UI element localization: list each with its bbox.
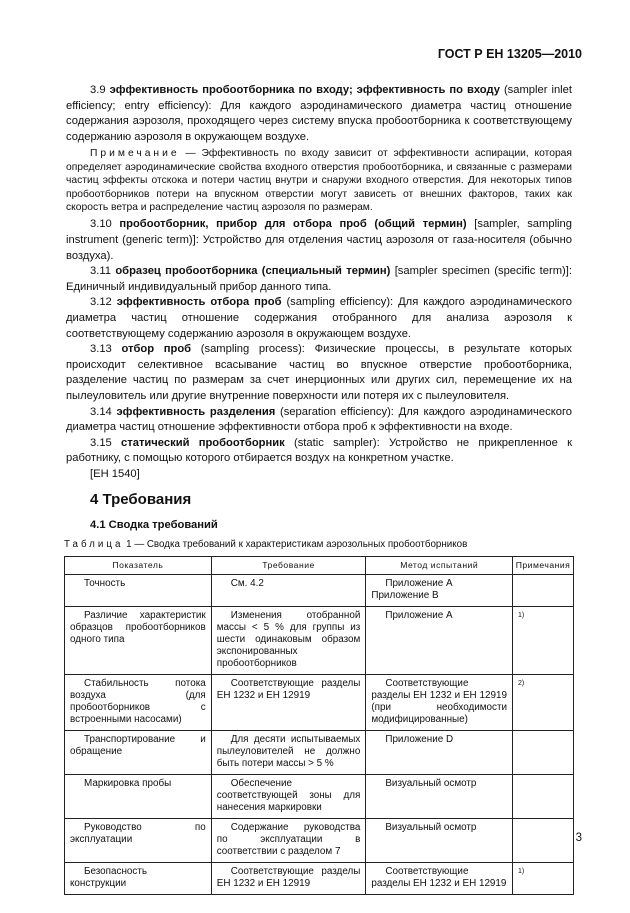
- definition-3-14: 3.14 эффективность разделения (separation efficiency): Для каждого аэродинамического диаметра частиц отношение эффективности отбора проб к эффективности на входе.: [66, 405, 573, 434]
- definition-3-15: 3.15 статический пробоотборник (static sampler): Устройство не прикрепленное к работнику, с помощью которого отбирается воздух на конкретном участке.: [66, 436, 572, 465]
- table-row: [65, 606, 574, 674]
- table-cell: Приложение А Приложение В: [366, 574, 513, 606]
- table-cell: Приложение А: [366, 606, 513, 674]
- definition-3-10: 3.10 пробоотборник, прибор для отбора проб (общий термин) [sampler, sampling instrument (generic term)]: Устройство для отделения частиц аэрозоля от газа-носителя (обычно воздуха).: [66, 218, 572, 262]
- table-cell: [513, 774, 574, 818]
- definition-3-9: 3.9 эффективность пробоотборника по входу; эффективность по входу (sampler inlet efficiency; entry efficiency): Для каждого аэродинамического диаметра частиц отношение содержания аэрозоля, проходящего через систему впуска пробоотборника к соответствующему содержанию аэрозоля в окружающем воздухе.: [66, 84, 572, 143]
- table-cell: Соответствующие разделы ЕН 1232 и ЕН 12919: [366, 862, 513, 894]
- table-row: [65, 774, 574, 818]
- subsection-heading: 4.1 Сводка требований: [90, 518, 218, 531]
- table-cell: Изменения отобранной массы < 5 % для группы из шести одинаковым образом экспонированных пробоотборников: [211, 606, 366, 674]
- table-row: [65, 674, 574, 730]
- table-cell: Визуальный осмотр: [366, 774, 513, 818]
- column-header: Метод испытаний: [366, 556, 513, 574]
- table-cell: Соответствующие разделы ЕН 1232 и ЕН 12919: [211, 862, 366, 894]
- document-id: ГОСТ Р ЕН 13205—2010: [437, 47, 582, 61]
- table-cell: Для десяти испытываемых пылеуловителей не должно быть потери массы > 5 %: [211, 730, 366, 774]
- note: Примечание — Эффективность по входу зависит от эффективности аспирации, которая определяет аэродинамические свойства входного отверстия пробоотборника, и связанные с размерами частиц эффекты отскока и потери частиц внутри и снаружи входного отверстия. Для некоторых типов пробоотборников потери на впускном отверстии могут зависеть от внешних факторов, таких как скорость ветра и распределение частиц аэрозоля по размерам.: [66, 148, 572, 213]
- table-cell: [513, 574, 574, 606]
- table-cell: [513, 730, 574, 774]
- page-number: 3: [575, 832, 582, 844]
- table-cell: Содержание руководства по эксплуатации в соответствии с разделом 7: [211, 818, 366, 862]
- table-cell: Визуальный осмотр: [366, 818, 513, 862]
- definition-3-13: 3.13 отбор проб (sampling process): Физические процессы, в результате которых происходит селективное всасывание частиц во впускное отверстие пробоотборника, разделение частиц по размерам за счет инерционных или других сил, перемещение их на пылеуловитель или другие внутренние поверхности или потеря их с пылеуловителя.: [66, 343, 572, 402]
- table-cell: Соответствующие разделы ЕН 1232 и ЕН 12919 (при необходимости модифицированные): [366, 674, 513, 730]
- reference: [ЕН 1540]: [90, 467, 140, 480]
- table-row: [65, 730, 574, 774]
- section-heading: 4 Требования: [90, 490, 192, 508]
- table-header-row: [65, 556, 574, 574]
- table-cell: Приложение D: [366, 730, 513, 774]
- table-row: [65, 818, 574, 862]
- table-cell: Стабильность потока воздуха (для пробоотборников с встроенными насосами): [65, 674, 212, 730]
- table-body: [65, 574, 574, 894]
- column-header: Требование: [211, 556, 366, 574]
- table-cell: Маркировка пробы: [65, 774, 212, 818]
- definition-3-12: 3.12 эффективность отбора проб (sampling efficiency): Для каждого аэродинамического диаметра частиц отношение содержания отобранного для анализа аэрозоля к соответствующему содержанию аэрозоля в окружающем воздухе.: [66, 296, 573, 340]
- table-cell: 1): [513, 606, 574, 674]
- table-row: [65, 574, 574, 606]
- requirements-table: [64, 556, 574, 895]
- column-header: Показатель: [65, 556, 212, 574]
- table-cell: [513, 818, 574, 862]
- table-cell: Соответствующие разделы ЕН 1232 и ЕН 12919: [211, 674, 366, 730]
- table-cell: 2): [513, 674, 574, 730]
- table-cell: Точность: [65, 574, 212, 606]
- table-cell: 1): [513, 862, 574, 894]
- table-cell: См. 4.2: [211, 574, 366, 606]
- table-row: [65, 862, 574, 894]
- table-cell: Транспортирование и обращение: [65, 730, 212, 774]
- document-body: [66, 83, 572, 895]
- table-cell: Обеспечение соответствующей зоны для нанесения маркировки: [211, 774, 366, 818]
- table-caption: Таблица 1 — Сводка требований к характеристикам аэрозольных пробоотборников: [64, 538, 468, 550]
- table-cell: Руководство по эксплуатации: [65, 818, 212, 862]
- definition-3-11: 3.11 образец пробоотборника (специальный термин) [sampler specimen (specific term)]: Единичный индивидуальный прибор данного типа.: [66, 265, 572, 293]
- column-header: Примечания: [513, 556, 574, 574]
- table-cell: Безопасность конструкции: [65, 862, 212, 894]
- table-cell: Различие характеристик образцов пробоотборников одного типа: [65, 606, 212, 674]
